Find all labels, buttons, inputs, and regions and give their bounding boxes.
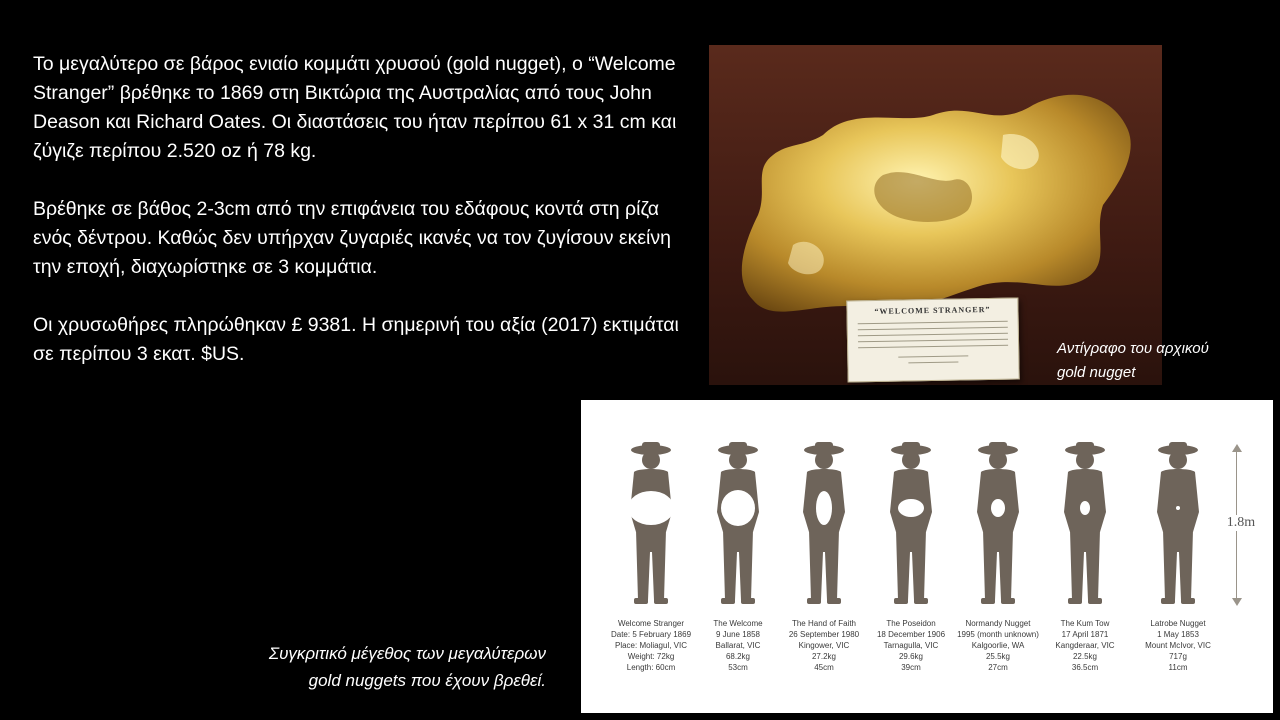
comparison-caption-line-1: Συγκριτικό μέγεθος των μεγαλύτερων [268, 644, 546, 663]
nugget-comparison-graphic [581, 400, 1273, 713]
prospector-figure [876, 442, 946, 607]
prospector-figure [1050, 442, 1120, 607]
nugget-detail: 45cm [814, 663, 834, 672]
nugget-detail: 22.5kg [1072, 652, 1098, 661]
nugget-label [688, 618, 788, 673]
nugget-label [861, 618, 961, 673]
nugget-detail: Mount McIvor, VIC [1145, 641, 1211, 650]
nugget-label [601, 618, 701, 673]
nugget-detail: 1 May 1853 [1157, 630, 1199, 639]
nugget-detail: 29.6kg [898, 652, 924, 661]
nugget-name: Normandy Nugget [965, 619, 1031, 628]
height-arrow-top [1232, 444, 1242, 452]
nugget-detail: Date: 5 February 1869 [610, 630, 692, 639]
nugget-detail: 53cm [728, 663, 748, 672]
nugget-detail: Tarnagulla, VIC [883, 641, 939, 650]
nugget-label [1128, 618, 1228, 673]
nugget-detail: Place: Moliagul, VIC [614, 641, 688, 650]
nugget-detail: 39cm [901, 663, 921, 672]
photo-caption-line-1: Αντίγραφο του αρχικού [1057, 340, 1209, 357]
nugget-detail: 1995 (month unknown) [957, 630, 1039, 639]
nugget-detail: 36.5cm [1071, 663, 1099, 672]
nugget-name: The Poseidon [886, 619, 936, 628]
nugget-detail: Kingower, VIC [798, 641, 850, 650]
paragraph-2: Βρέθηκε σε βάθος 2-3cm από την επιφάνεια του εδάφους κοντά στη ρίζα ενός δέντρου. Καθώς δεν υπήρχαν ζυγαριές ικανές να τον ζυγίσουν εκείνη την εποχή, διαχωρίστηκε σε 3 κομμάτια. [33, 198, 671, 278]
gold-nugget-image [733, 75, 1133, 325]
height-label: 1.8m [1221, 515, 1261, 531]
nugget-detail: 9 June 1858 [715, 630, 761, 639]
nugget-name: Latrobe Nugget [1150, 619, 1206, 628]
prospector-figure [1143, 442, 1213, 607]
photo-caption-line-2: gold nugget [1057, 364, 1136, 381]
comparison-caption [200, 640, 546, 694]
nugget-label [774, 618, 874, 673]
nugget-detail: 68.2kg [725, 652, 751, 661]
nugget-detail: Ballarat, VIC [715, 641, 761, 650]
photo-caption [1057, 337, 1209, 385]
height-arrow-bottom [1232, 598, 1242, 606]
nugget-name: The Welcome [713, 619, 763, 628]
prospector-figure [789, 442, 859, 607]
nugget-detail: 11cm [1168, 663, 1188, 672]
nugget-detail: Weight: 72kg [627, 652, 675, 661]
nugget-label [948, 618, 1048, 673]
nugget-detail: 717g [1169, 652, 1187, 661]
display-plaque [846, 298, 1019, 383]
nugget-detail: 26 September 1980 [788, 630, 860, 639]
nugget-label [1035, 618, 1135, 673]
nugget-photo [709, 45, 1162, 385]
nugget-detail: 27cm [988, 663, 1008, 672]
nugget-detail: 25.5kg [985, 652, 1011, 661]
prospector-figure [963, 442, 1033, 607]
comparison-caption-line-2: gold nuggets που έχουν βρεθεί. [308, 671, 546, 690]
nugget-detail: Length: 60cm [626, 663, 676, 672]
nugget-detail: 18 December 1906 [876, 630, 946, 639]
nugget-name: Welcome Stranger [617, 619, 685, 628]
plaque-title: “WELCOME STRANGER” [874, 304, 991, 317]
nugget-detail: 17 April 1871 [1061, 630, 1109, 639]
nugget-name: The Hand of Faith [791, 619, 857, 628]
nugget-detail: Kalgoorlie, WA [971, 641, 1025, 650]
prospector-figure [616, 442, 686, 607]
prospector-figure [703, 442, 773, 607]
nugget-detail: Kangderaar, VIC [1055, 641, 1115, 650]
nugget-name: The Kum Tow [1060, 619, 1110, 628]
nugget-detail: 27.2kg [811, 652, 837, 661]
description-text [33, 50, 683, 398]
paragraph-1: Το μεγαλύτερο σε βάρος ενιαίο κομμάτι χρυσού (gold nugget), ο “Welcome Stranger” βρέθηκε το 1869 στη Βικτώρια της Αυστραλίας από τους John Deason και Richard Oates. Οι διαστάσεις του ήταν περίπου 61 x 31 cm και ζύγιζε περίπου 2.520 oz ή 78 kg. [33, 53, 677, 162]
paragraph-3: Οι χρυσωθήρες πληρώθηκαν £ 9381. Η σημερινή του αξία (2017) εκτιμάται σε περίπου 3 εκατ. $US. [33, 314, 679, 365]
